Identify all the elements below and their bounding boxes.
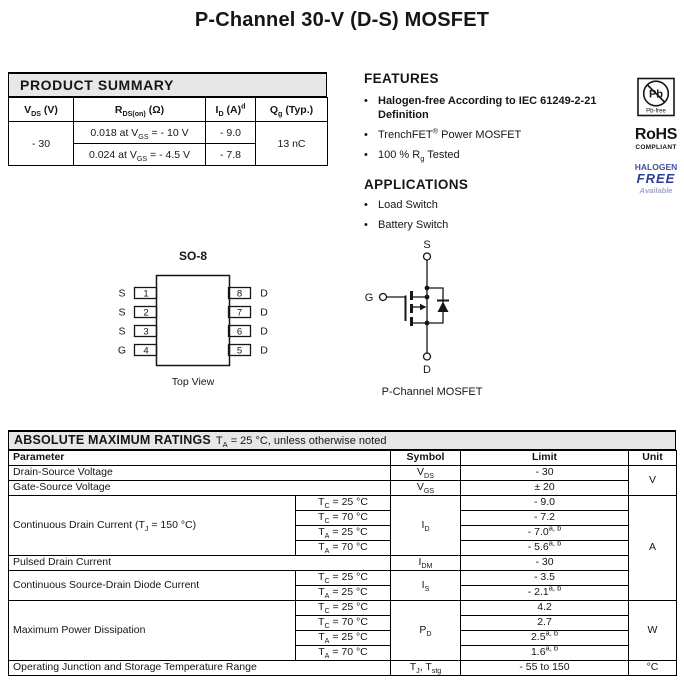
pchannel-mosfet-symbol (350, 237, 520, 405)
bullet-icon: • (364, 95, 368, 107)
application-item (364, 198, 626, 212)
symbol-cell: $V_{GS}$ (391, 481, 461, 496)
so8-package-figure (112, 244, 312, 399)
table-row (9, 601, 677, 616)
product-summary-table (8, 97, 328, 166)
abs-max-header: ABSOLUTE MAXIMUM RATINGS $T_A = 25$ °C, unless otherwise noted (8, 430, 676, 450)
applications-heading: APPLICATIONS (364, 177, 469, 192)
limit-cell: - 9.0 (461, 496, 629, 511)
table-row (9, 571, 677, 586)
top-view-caption: Top View (171, 376, 215, 388)
column-header-parameter: Parameter (9, 451, 391, 466)
pin-number: 2 (143, 307, 149, 319)
column-header-qg: $Q_g$ (Typ.) (256, 98, 328, 122)
column-header-limit: Limit (461, 451, 629, 466)
right-pin-labels (260, 288, 268, 357)
pin-number: 8 (236, 288, 243, 300)
right-pin-numbers (237, 289, 242, 357)
application-text: Load Switch (378, 199, 438, 211)
feature-text: TrenchFET® Power MOSFET (378, 126, 522, 141)
limit-cell: 1.6$^{a, b}$ (461, 646, 629, 661)
table-header-row (9, 451, 677, 466)
condition-cell: $T_A = 25$ °C (296, 586, 391, 601)
bullet-icon: • (364, 219, 368, 231)
pin-label: S (118, 306, 126, 319)
column-header-symbol: Symbol (391, 451, 461, 466)
id-cell: - 7.8 (206, 144, 256, 166)
symbol-cell: $V_{DS}$ (391, 466, 461, 481)
product-summary-header: PRODUCT SUMMARY (8, 72, 327, 97)
condition-cell: $T_C = 25$ °C (296, 571, 391, 586)
pin-label: G (117, 344, 127, 357)
mosfet-symbol-figure (350, 237, 520, 410)
feature-text: 100 % $R_g$ Tested (378, 149, 460, 164)
unit-cell: A (629, 496, 677, 601)
bullet-icon: • (364, 199, 368, 211)
diode-triangle (438, 302, 449, 313)
limit-cell: 2.5$^{a, b}$ (461, 631, 629, 646)
symbol-cell: $P_D$ (391, 601, 461, 661)
bullet-icon: • (364, 149, 368, 161)
feature-item (364, 128, 626, 142)
so8-package-diagram (112, 244, 312, 394)
condition-cell: $T_A = 70$ °C (296, 541, 391, 556)
unit-cell: W (629, 601, 677, 661)
parameter-cell: Maximum Power Dissipation (9, 601, 296, 661)
drain-terminal (424, 353, 431, 360)
package-body (157, 276, 230, 366)
unit-cell: °C (629, 661, 677, 676)
condition-cell: $T_C = 70$ °C (296, 616, 391, 631)
pin-number: 7 (236, 307, 243, 319)
absolute-maximum-ratings-section (8, 430, 676, 676)
condition-cell: $T_C = 70$ °C (296, 511, 391, 526)
limit-cell: - 3.5 (461, 571, 629, 586)
pin-label: D (260, 325, 268, 338)
rdson-cell: 0.018 at $V_{GS}$ = - 10 V (74, 122, 206, 144)
junction-dot (425, 286, 430, 291)
gate-label: G (364, 292, 374, 304)
limit-cell: - 2.1$^{a, b}$ (461, 586, 629, 601)
source-terminal (424, 253, 431, 260)
limit-cell: - 30 (461, 556, 629, 571)
package-title: SO-8 (178, 249, 208, 263)
column-header-vds: $V_{DS}$ (V) (9, 98, 74, 122)
feature-text: Halogen-free According to IEC 61249-2-21 Definition (378, 95, 597, 121)
symbol-cell: $I_S$ (391, 571, 461, 601)
application-item (364, 218, 626, 232)
abs-max-table (8, 450, 677, 676)
parameter-cell: Gate-Source Voltage (9, 481, 391, 496)
limit-cell: 2.7 (461, 616, 629, 631)
condition-cell: $T_C = 25$ °C (296, 601, 391, 616)
pin-number: 5 (236, 345, 243, 357)
features-section (364, 71, 626, 232)
parameter-cell: Operating Junction and Storage Temperature Range (9, 661, 391, 676)
parameter-cell: Pulsed Drain Current (9, 556, 391, 571)
limit-cell: ± 20 (461, 481, 629, 496)
table-row (9, 496, 677, 511)
drain-label: D (423, 364, 431, 376)
junction-dot (425, 295, 430, 300)
mosfet-caption: P-Channel MOSFET (381, 386, 483, 398)
pin-label: S (118, 287, 126, 300)
condition-cell: $T_A = 70$ °C (296, 646, 391, 661)
bullet-icon: • (364, 129, 368, 141)
application-text: Battery Switch (378, 219, 449, 231)
junction-dot (425, 321, 430, 326)
table-row (9, 466, 677, 481)
condition-cell: $T_A = 25$ °C (296, 631, 391, 646)
pin-label: S (118, 325, 126, 338)
symbol-cell: $I_{DM}$ (391, 556, 461, 571)
symbol-cell: $T_J$, $T_{stg}$ (391, 661, 461, 676)
pin-label: D (260, 287, 268, 300)
body-diode-branch (427, 288, 443, 323)
table-row (9, 122, 328, 144)
pin-number: 4 (143, 345, 149, 357)
pin-number: 1 (143, 288, 149, 300)
features-heading: FEATURES (364, 71, 439, 86)
table-row (9, 481, 677, 496)
pin-label: D (260, 306, 268, 319)
pin-number: 6 (236, 326, 243, 338)
parameter-cell: Continuous Source-Drain Diode Current (9, 571, 296, 601)
rohs-compliant-label: COMPLIANT (635, 144, 677, 151)
pin-number: 3 (143, 326, 149, 338)
id-cell: - 9.0 (206, 122, 256, 144)
source-label: S (423, 239, 431, 251)
pb-free-icon (636, 77, 676, 118)
column-header-unit: Unit (629, 451, 677, 466)
compliance-badges (629, 77, 683, 195)
condition-cell: $T_C = 25$ °C (296, 496, 391, 511)
unit-cell: V (629, 466, 677, 496)
halogen-label: HALOGEN (634, 162, 678, 172)
rdson-cell: 0.024 at $V_{GS}$ = - 4.5 V (74, 144, 206, 166)
feature-item (364, 148, 626, 162)
limit-cell: - 30 (461, 466, 629, 481)
limit-cell: 4.2 (461, 601, 629, 616)
product-summary-section (8, 72, 327, 166)
left-pin-labels (118, 288, 126, 357)
halogen-free-label: FREE (636, 171, 676, 186)
gate-terminal (380, 294, 387, 301)
limit-cell: - 55 to 150 (461, 661, 629, 676)
limit-cell: - 7.2 (461, 511, 629, 526)
table-row (9, 661, 677, 676)
feature-item (364, 94, 626, 122)
qg-value-cell: 13 nC (256, 122, 328, 166)
column-header-id: $I_D$ $(A)^d$ (206, 98, 256, 122)
parameter-cell: Continuous Drain Current ($T_J = 150$ °C) (9, 496, 296, 556)
column-header-rdson: $R_{DS(on)}$ (Ω) (74, 98, 206, 122)
vds-value-cell: - 30 (9, 122, 74, 166)
limit-cell: - 7.0$^{a, b}$ (461, 526, 629, 541)
page-title: P-Channel 30-V (D-S) MOSFET (194, 9, 490, 31)
table-row (9, 556, 677, 571)
condition-cell: $T_A = 25$ °C (296, 526, 391, 541)
left-pin-numbers (143, 289, 148, 357)
symbol-cell: $I_D$ (391, 496, 461, 556)
limit-cell: - 5.6$^{a, b}$ (461, 541, 629, 556)
body-arrow (420, 304, 427, 310)
pb-symbol-label: Pb (648, 88, 664, 101)
pin-label: D (260, 344, 268, 357)
parameter-cell: Drain-Source Voltage (9, 466, 391, 481)
pb-free-caption: Pb-free (646, 108, 666, 115)
halogen-available-label: Available (639, 186, 673, 195)
table-header-row (9, 98, 328, 122)
rohs-label: RoHS (634, 126, 678, 143)
